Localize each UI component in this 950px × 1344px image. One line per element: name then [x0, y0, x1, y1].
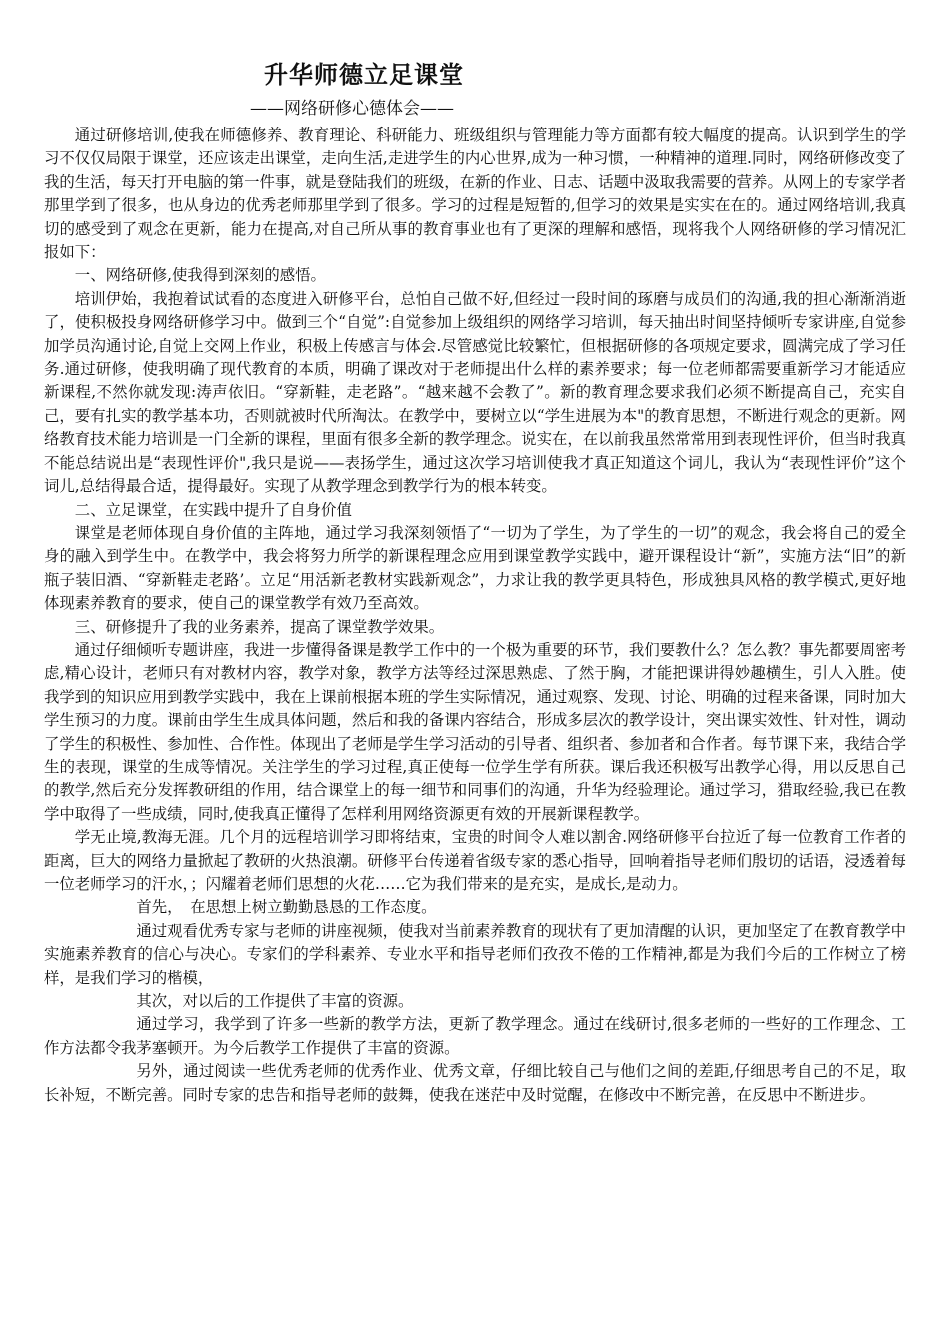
- paragraph: 培训伊始，我抱着试试看的态度进入研修平台，总怕自己做不好,但经过一段时间的琢磨与成员们的沟通,我的担心渐渐消逝了，使积极投身网络研修学习中。做到三个“自觉”:自觉参加上级组织的网络学习培训，每天抽出时间坚持倾听专家讲座,自觉参加学员沟通讨论,自觉上交网上作业，积极上传感言与体会.尽管感觉比较繁忙，但根据研修的各项规定要求，圆满完成了学习任务.通过研修，使我明确了现代教育的本质，明确了课改对于老师提出什么样的素养要求；每一位老师都需要重新学习才能适应新课程,不然你就发现:涛声依旧。“穿新鞋，走老路”。“越来越不会教了”。新的教育理念要求我们必须不断提高自己，充实自己，要有扎实的教学基本功，否则就被时代所淘汰。在教学中，要树立以“学生进展为本"的教育思想，不断进行观念的更新。网络教育技术能力培训是一门全新的课程，里面有很多全新的教学理念。说实在，在以前我虽然常常用到表现性评价，但当时我真不能总结说出是“表现性评价",我只是说——表扬学生，通过这次学习培训使我才真正知道这个词儿，我认为“表现性评价”这个词儿,总结得最合适，提得最好。实现了从教学理念到教学行为的根本转变。: [44, 289, 906, 496]
- paragraph: 另外，通过阅读一些优秀老师的优秀作业、优秀文章，仔细比较自己与他们之间的差距,仔细思考自己的不足，取长补短，不断完善。同时专家的忠告和指导老师的鼓舞，使我在迷茫中及时觉醒，在修改中不断完善，在反思中不断进步。: [44, 1062, 906, 1104]
- paragraph: 通过观看优秀专家与老师的讲座视频，使我对当前素养教育的现状有了更加清醒的认识，更加坚定了在教育教学中实施素养教育的信心与决心。专家们的学科素养、专业水平和指导老师们孜孜不倦的工作精神,都是为我们今后的工作树立了榜样，是我们学习的楷模，: [44, 921, 906, 987]
- paragraph: 课堂是老师体现自身价值的主阵地，通过学习我深刻领悟了“一切为了学生，为了学生的一切”的观念，我会将自己的爱全身的融入到学生中。在教学中，我会将努力所学的新课程理念应用到课堂教学实践中，避开课程设计“新”，实施方法“旧”的新瓶子装旧酒、“穿新鞋走老路’。立足“用活新老教材实践新观念”，力求让我的教学更具特色，形成独具风格的教学模式,更好地体现素养教育的要求，使自己的课堂教学有效乃至高效。: [44, 523, 906, 613]
- paragraph: 学无止境,教海无涯。几个月的远程培训学习即将结束，宝贵的时间令人难以割舍.网络研修平台拉近了每一位教育工作者的距离，巨大的网络力量掀起了教研的火热浪潮。研修平台传递着省级专家的悉心指导，回响着指导老师们殷切的话语，浸透着每一位老师学习的汗水，；闪耀着老师们思想的火花……它为我们带来的是充实，是成长,是动力。: [44, 828, 906, 893]
- paragraph-intro: 通过研修培训,使我在师德修养、教育理论、科研能力、班级组织与管理能力等方面都有较大幅度的提高。认识到学生的学习不仅仅局限于课堂，还应该走出课堂，走向生活,走进学生的内心世界,成为一种习惯，一种精神的道理.同时，网络研修改变了我的生活，每天打开电脑的第一件事，就是登陆我们的班级，在新的作业、日志、话题中汲取我需要的营养。从网上的专家学者那里学到了很多，也从身边的优秀老师那里学到了很多。学习的过程是短暂的,但学习的效果是实实在在的。通过网络培训,我真切的感受到了观念在更新，能力在提高,对自己所从事的教育事业也有了更深的理解和感悟，现将我个人网络研修的学习情况汇报如下：: [44, 126, 906, 262]
- sub-heading-second: 其次，对以后的工作提供了丰富的资源。: [136, 992, 414, 1011]
- document-title: 升华师德立足课堂: [264, 61, 464, 89]
- document-subtitle: ——网络研修心德体会——: [250, 99, 454, 119]
- paragraph: 通过学习，我学到了许多一些新的教学方法，更新了教学理念。通过在线研讨,很多老师的一些好的工作理念、工作方法都令我茅塞顿开。为今后教学工作提供了丰富的资源。: [44, 1015, 906, 1057]
- sub-heading-first: 首先， 在思想上树立勤勤恳恳的工作态度。: [136, 898, 437, 917]
- section-heading-1: 一、网络研修,使我得到深刻的感悟。: [74, 266, 326, 285]
- section-heading-2: 二、立足课堂，在实践中提升了自身价值: [74, 500, 352, 519]
- section-heading-3: 三、研修提升了我的业务素养，提高了课堂教学效果。: [74, 617, 445, 636]
- document-body: [44, 124, 906, 1107]
- paragraph: 通过仔细倾听专题讲座，我进一步懂得备课是教学工作中的一个极为重要的环节，我们要教什么？怎么教？事先都要周密考虑,精心设计，老师只有对教材内容，教学对象，教学方法等经过深思熟虑、了然于胸，才能把课讲得妙趣横生，引人入胜。使我学到的知识应用到教学实践中，我在上课前根据本班的学生实际情况，通过观察、发现、讨论、明确的过程来备课，同时加大学生预习的力度。课前由学生生成具体问题，然后和我的备课内容结合，形成多层次的教学设计，突出课实效性、针对性，调动了学生的积极性、参加性、合作性。体现出了老师是学生学习活动的引导者、组织者、参加者和合作者。每节课下来，我结合学生的表现，课堂的生成等情况。关注学生的学习过程,真正使每一位学生学有所获。课后我还积极写出教学心得，用以反思自己的教学,然后充分发挥教研组的作用，结合课堂上的每一细节和同事们的沟通，升华为经验理论。通过学习，猎取经验,我已在教学中取得了一些成绩，同时,使我真正懂得了怎样利用网络资源更有效的开展新课程教学。: [44, 640, 906, 823]
